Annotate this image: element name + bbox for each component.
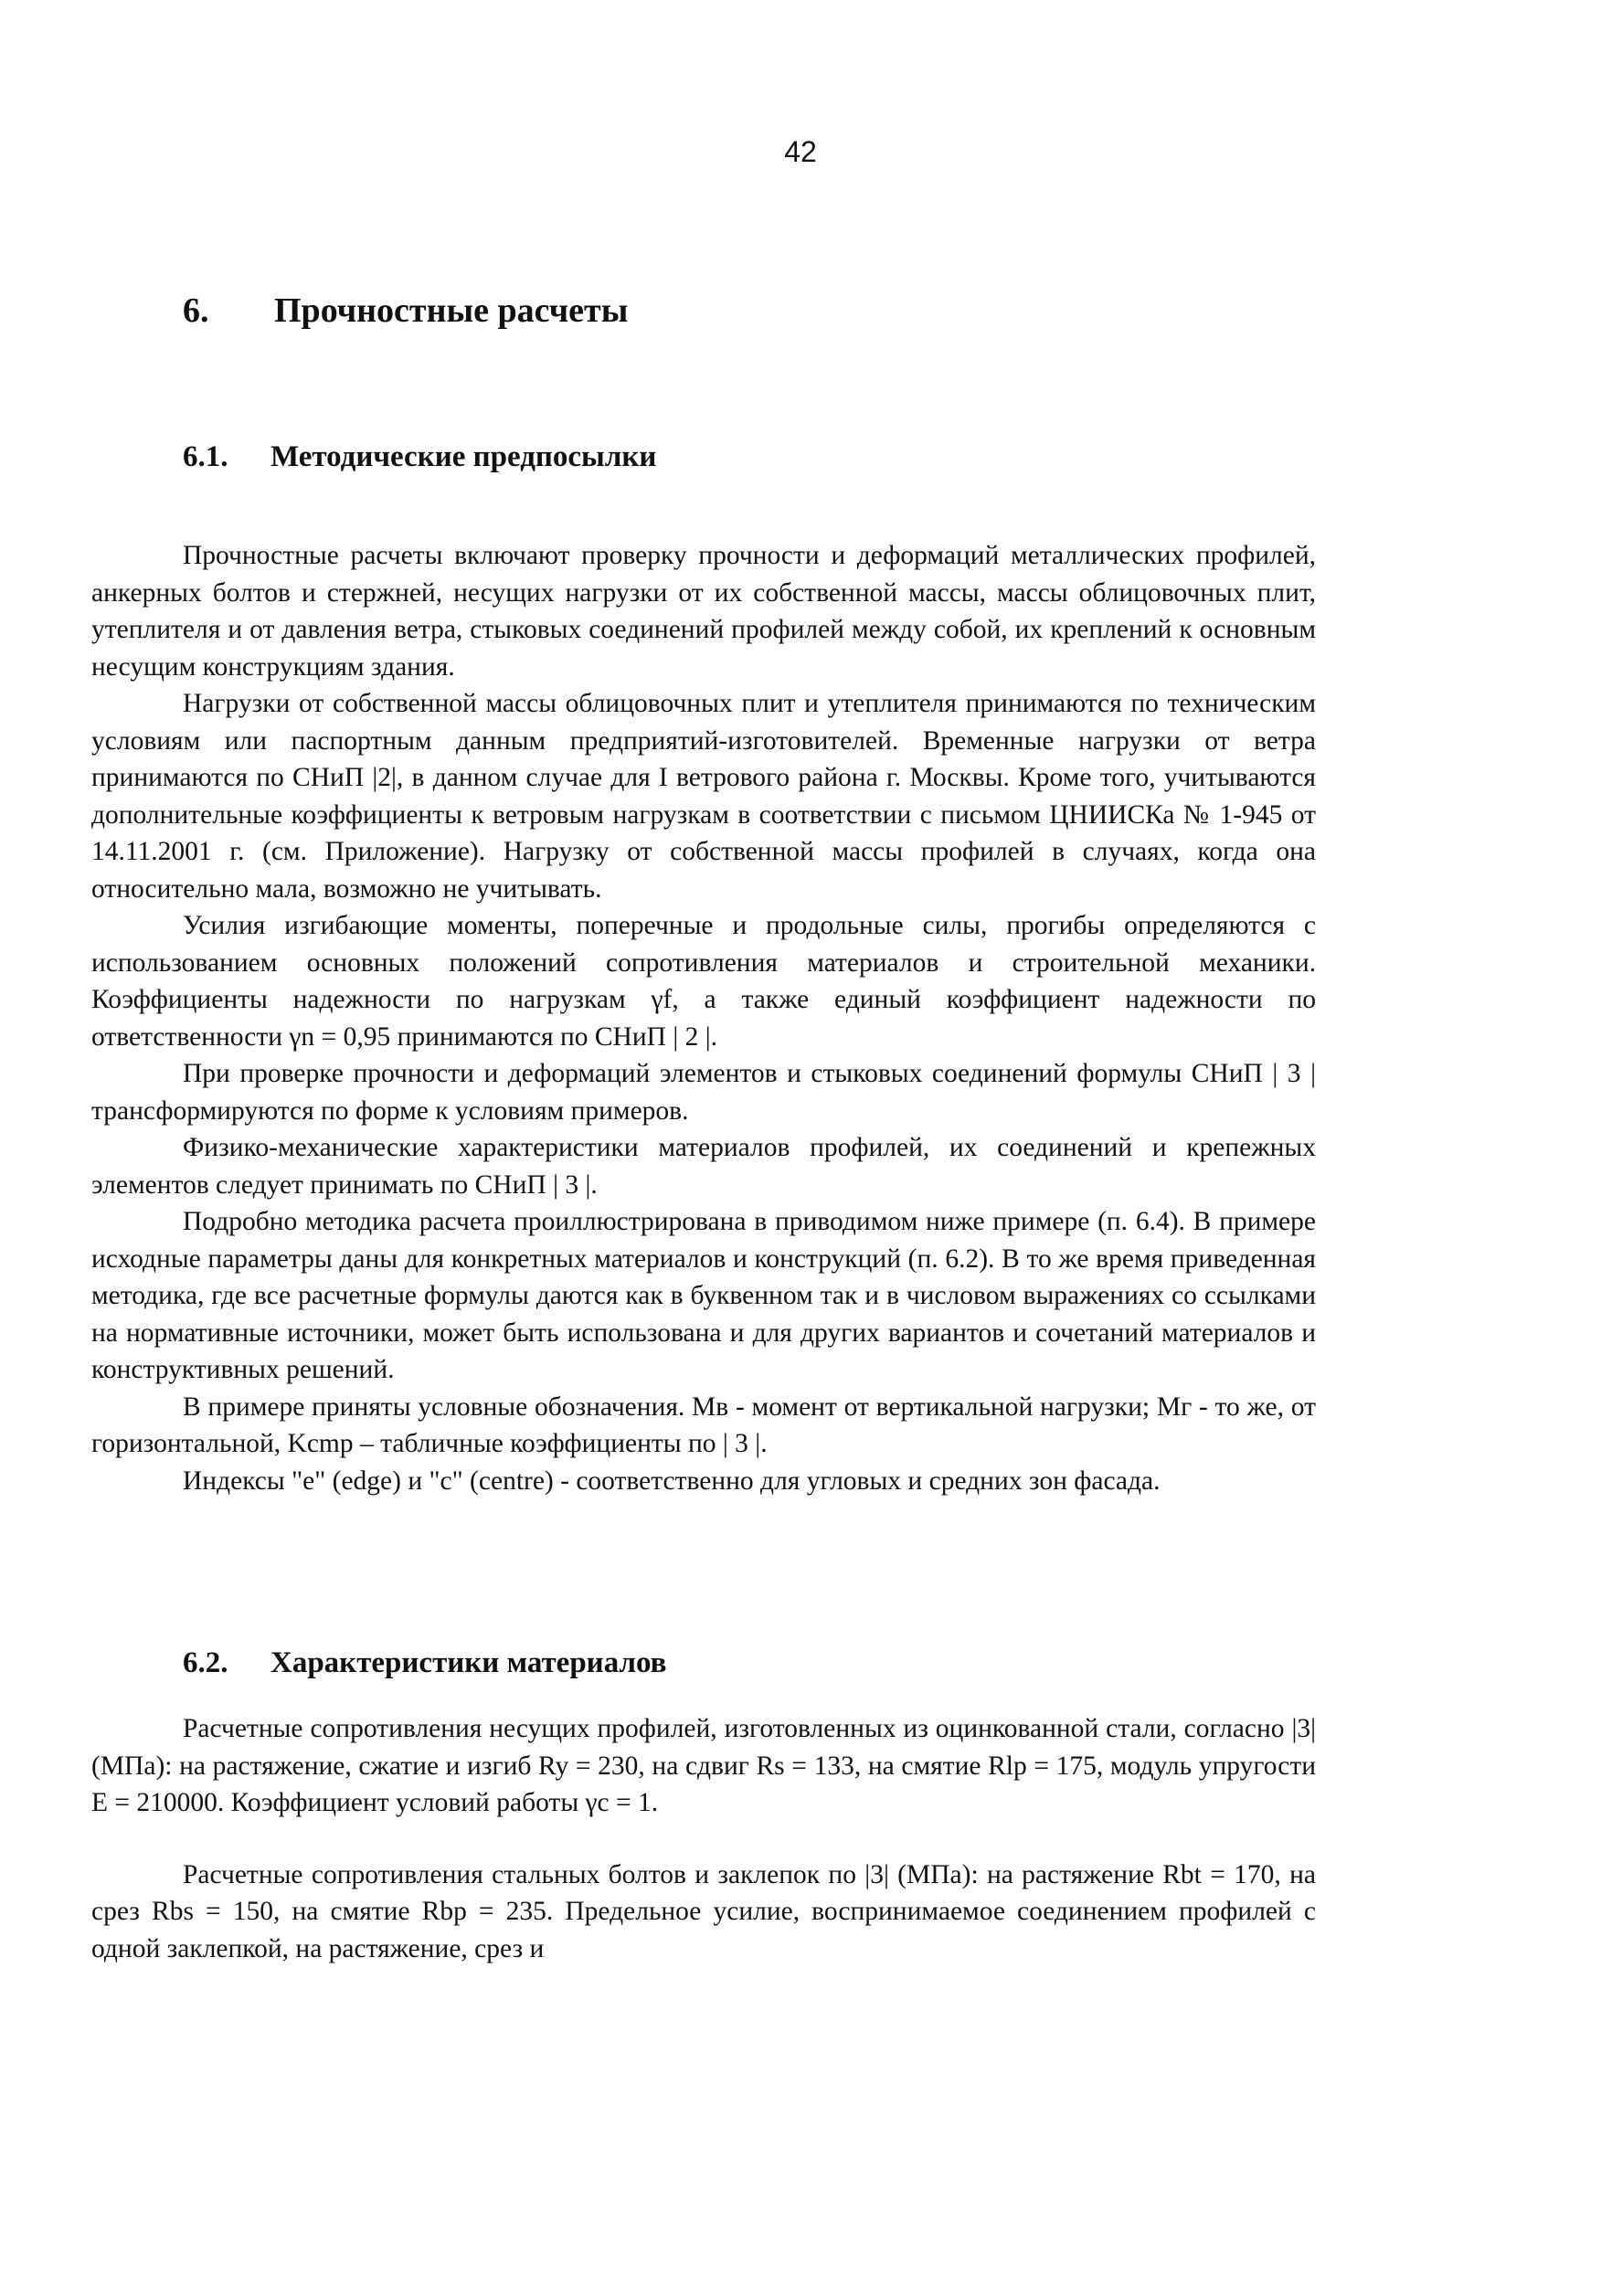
section-heading	[183, 291, 628, 331]
paragraph: Нагрузки от собственной массы облицовочных плит и утеплителя принимаются по техническим условиям или паспортным данным предприятий-изготовителей. Временные нагрузки от ветра принимаются по СНиП |2|, в данном случае для I ветрового района г. Москвы. Кроме того, учитываются дополнительные коэффициенты к ветровым нагрузкам в соответствии с письмом ЦНИИСКа № 1-945 от 14.11.2001 г. (см. Приложение). Нагрузку от собственной массы профилей в случаях, когда она относительно мала, возможно не учитывать.	[91, 689, 1316, 904]
paragraph: Индексы "e" (edge) и "c" (centre) - соответственно для угловых и средних зон фасада.	[183, 1465, 1161, 1496]
subsection-title: Методические предпосылки	[270, 440, 657, 473]
paragraph: Расчетные сопротивления стальных болтов и заклепок по |3| (МПа): на растяжение Rbt = 170, на срез Rbs = 150, на смятие Rbp = 235. Предельное усилие, воспринимаемое соединением профилей с одной заклепкой, на растяжение, срез и	[91, 1859, 1316, 1963]
paragraph: Усилия изгибающие моменты, поперечные и продольные силы, прогибы определяются с использованием основных положений сопротивления материалов и строительной механики. Коэффициенты надежности по нагрузкам γf, а также единый коэффициент надежности по ответственности γn = 0,95 принимаются по СНиП | 2 |.	[91, 911, 1316, 1052]
paragraph: В примере приняты условные обозначения. Mв - момент от вертикальной нагрузки; Mг - то же, от горизонтальной, Kсmр – табличные коэффициенты по | 3 |.	[91, 1391, 1316, 1458]
subsection-heading-6-1	[183, 440, 656, 474]
section-title: Прочностные расчеты	[274, 291, 629, 330]
subsection-body-6-1	[91, 537, 1316, 1499]
subsection-number: 6.1.	[183, 440, 228, 473]
subsection-number: 6.2.	[183, 1646, 228, 1679]
paragraph: Расчетные сопротивления несущих профилей, изготовленных из оцинкованной стали, согласно |3| (МПа): на растяжение, сжатие и изгиб Ry = 230, на сдвиг Rs = 133, на смятие Rlp = 175, модуль упругости E = 210000. Коэффициент условий работы γc = 1.	[91, 1714, 1316, 1817]
paragraph: При проверке прочности и деформаций элементов и стыковых соединений формулы СНиП | 3 | трансформируются по форме к условиям примеров.	[91, 1059, 1316, 1126]
section-number: 6.	[183, 291, 209, 330]
paragraph: Подробно методика расчета проиллюстрирована в приводимом ниже примере (п. 6.4). В примере исходные параметры даны для конкретных материалов и конструкций (п. 6.2). В то же время приведенная методика, где все расчетные формулы даются как в буквенном так и в числовом выражениях со ссылками на нормативные источники, может быть использована и для других вариантов и сочетаний материалов и конструктивных решений.	[91, 1207, 1316, 1384]
page-number: 42	[784, 135, 817, 168]
paragraph: Физико-механические характеристики материалов профилей, их соединений и крепежных элементов следует принимать по СНиП | 3 |.	[91, 1133, 1316, 1200]
subsection-heading-6-2	[183, 1646, 667, 1680]
subsection-title: Характеристики материалов	[270, 1646, 667, 1679]
subsection-body-6-2	[91, 1710, 1316, 1967]
paragraph: Прочностные расчеты включают проверку прочности и деформаций металлических профилей, анкерных болтов и стержней, несущих нагрузки от их собственной массы, массы облицовочных плит, утеплителя и от давления ветра, стыковых соединений профилей между собой, их креплений к основным несущим конструкциям здания.	[91, 541, 1316, 682]
